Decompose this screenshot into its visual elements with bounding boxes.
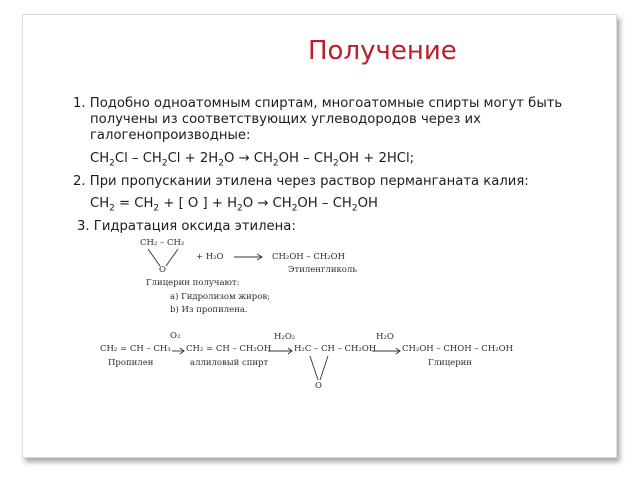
oxide-bond-right xyxy=(166,249,178,266)
scheme-reagent-o2: O₂ xyxy=(170,331,181,341)
item-1-line-1: 1. Подобно одноатомным спиртам, многоатомные спирты могут быть xyxy=(73,96,563,111)
epoxide-bond-left xyxy=(310,356,318,380)
scheme-oxide-o: O xyxy=(159,265,166,275)
equation-2: $CH_2 = CH_2$ + [ O ] + $H_2O \to CH_2OH - CH_2OH$ xyxy=(90,196,378,214)
item-1-line-2: получены из соответствующих углеводородов через их xyxy=(90,112,481,127)
equation-1: $CH_2Cl - CH_2Cl + 2H_2O \to CH_2OH - CH_2OH + 2HCl$; xyxy=(90,151,415,169)
scheme-product-name: Этиленгликоль xyxy=(288,265,357,275)
scheme-allyl-name: аллиловый спирт xyxy=(190,358,269,368)
scheme-reagent-h2o2: H₂O₂ xyxy=(274,332,296,342)
item-1-line-3: галогенопроизводные: xyxy=(90,128,251,143)
scheme-glycerin-a: a) Гидролизом жиров; xyxy=(170,292,270,302)
scheme-propylene-name: Пропилен xyxy=(108,358,154,368)
scheme-glycerin-head: Глицерин получают: xyxy=(146,278,240,288)
scheme-plus-water: + H₂O xyxy=(196,252,224,262)
scheme-allyl: CH₂ = CH – CH₂OH xyxy=(186,344,272,354)
scheme-reagent-h2o: H₂O xyxy=(376,332,394,342)
scheme-glycerin-b: b) Из пропилена. xyxy=(170,305,248,315)
scheme-oxide-left: CH₂ – CH₂ xyxy=(140,238,185,248)
scheme-epoxide: H₂C – CH – CH₂OH xyxy=(294,344,377,354)
scheme-epoxide-o: O xyxy=(315,381,322,391)
scheme-propylene: CH₂ = CH – CH₃ xyxy=(100,344,171,354)
oxide-bond-left xyxy=(148,249,160,266)
scheme-glycerin-name: Глицерин xyxy=(428,358,472,368)
item-2: 2. При пропускании этилена через раствор перманганата калия: xyxy=(73,174,529,189)
scheme-product: CH₂OH – CH₂OH xyxy=(272,252,346,262)
epoxide-bond-right xyxy=(320,356,328,380)
slide-title: Получение xyxy=(308,36,457,66)
scheme-glycerin: CH₂OH – CHOH – CH₂OH xyxy=(402,344,514,354)
item-3: 3. Гидратация оксида этилена: xyxy=(77,219,296,234)
